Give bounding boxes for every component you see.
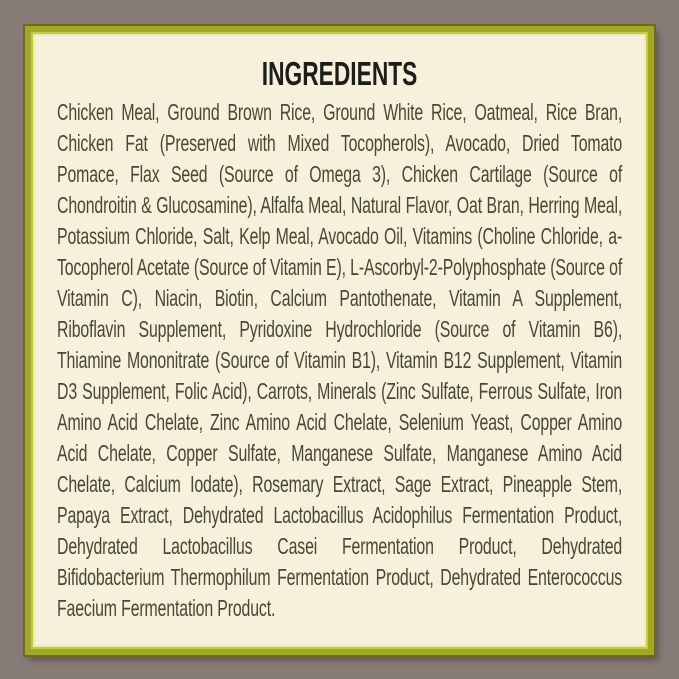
ingredients-label-card bbox=[25, 26, 654, 655]
ingredients-text: Chicken Meal, Ground Brown Rice, Ground White Rice, Oatmeal, Rice Bran, Chicken Fat (Preserved with Mixed Tocopherols), Avocado, Dried Tomato Pomace, Flax Seed (Source of Omega 3), Chicken Cartilage (Source of Chondroitin & Glucosamine), Alfalfa Meal, Natural Flavor, Oat Bran, Herring Meal, Potassium Chloride, Salt, Kelp Meal, Avocado Oil, Vitamins (Choline Chloride, a-Tocopherol Acetate (Source of Vitamin E), L-Ascorbyl-2-Polyphosphate (Source of Vitamin C), Niacin, Biotin, Calcium Pantothenate, Vitamin A Supplement, Riboflavin Supplement, Pyridoxine Hydrochloride (Source of Vitamin B6), Thiamine Mononitrate (Source of Vitamin B1), Vitamin B12 Supplement, Vitamin D3 Supplement, Folic Acid), Carrots, Minerals (Zinc Sulfate, Ferrous Sulfate, Iron Amino Acid Chelate, Zinc Amino Acid Chelate, Selenium Yeast, Copper Amino Acid Chelate, Copper Sulfate, Manganese Sulfate, Manganese Amino Acid Chelate, Calcium Iodate), Rosemary Extract, Sage Extract, Pineapple Stem, Papaya Extract, Dehydrated Lactobacillus Acidophilus Fermentation Product, Dehydrated Lactobacillus Casei Fermentation Product, Dehydrated Bifidobacterium Thermophilum Fermentation Product, Dehydrated Enterococcus Faecium Fermentation Product. bbox=[57, 99, 623, 621]
label-content bbox=[57, 55, 622, 624]
ingredients-title: INGREDIENTS bbox=[261, 55, 418, 92]
